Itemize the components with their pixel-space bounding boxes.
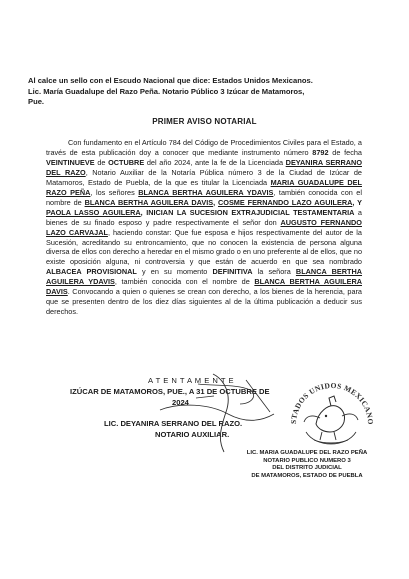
definitive-label: DEFINITIVA	[212, 267, 253, 277]
person-name: BLANCA BERTHA AGUILERA YDAVIS	[46, 267, 363, 287]
body-text: , Notario Auxiliar de la Notaría Pública número 3 de la Ciudad de Izúcar de Matamoros, Estado de Puebla, de la que es titular la Licenciada	[46, 167, 362, 187]
body-text: de	[94, 157, 109, 167]
seal-line-3: DEL DISTRITO JUDICIAL	[272, 465, 342, 472]
header-line-2: Lic. María Guadalupe del Razo Peña. Notario Público 3 Izúcar de Matamoros,	[28, 86, 305, 96]
notice-body	[46, 138, 362, 317]
separator: , Y	[352, 197, 362, 207]
titular-notary-name: MARIA GUADALUPE DEL RAZO PEÑA	[46, 177, 362, 197]
body-text: y en su momento	[136, 267, 213, 277]
person-name: PAOLA LASSO AGUILERA	[46, 207, 141, 217]
seal-description-header	[28, 76, 390, 108]
body-text: , también conocida con el nombre de	[46, 187, 362, 207]
body-text: de fecha	[328, 147, 362, 157]
auxiliary-notary-name: DEYANIRA SERRANO DEL RAZO	[46, 157, 362, 177]
seal-line-2: NOTARIO PUBLICO NUMERO 3	[263, 457, 351, 464]
procedure-type: INICIAN LA SUCESION EXTRAJUDICIAL TESTAMENTARIA	[146, 207, 355, 217]
document-title: PRIMER AVISO NOTARIAL	[152, 117, 257, 126]
body-text: del año 2024, ante la fe de la Licenciada	[144, 157, 286, 167]
deceased-name: AUGUSTO FERNANDO LAZO CARVAJAL	[46, 217, 362, 237]
seal-line-4: DE MATAMOROS, ESTADO DE PUEBLA	[251, 472, 363, 479]
place-and-date: IZÚCAR DE MATAMOROS, PUE., A 31 DE OCTUBRE DE	[70, 387, 270, 396]
separator: ,	[140, 207, 147, 217]
seal-line-1: LIC. MARIA GUADALUPE DEL RAZO PEÑA	[246, 450, 368, 456]
header-line-3: Pue.	[28, 97, 45, 107]
person-alias: BLANCA BERTHA AGUILERA DAVIS	[84, 197, 214, 207]
signer-role: NOTARIO AUXILIAR.	[155, 430, 230, 439]
signature-year: 2024	[172, 398, 189, 407]
person-name: BLANCA BERTHA AGUILERA YDAVIS	[138, 187, 274, 197]
instrument-date: VEINTINUEVE	[46, 157, 95, 167]
body-text: Con fundamento en el Artículo 784 del Código de Procedimientos Civiles para el Estado, a través de esta publicación doy a conocer que mediante instrumento número	[46, 138, 362, 157]
seal-ring-text: STADOS UNIDOS MEXICANO	[288, 380, 376, 426]
body-text: a bienes de su finado esposo y padre respectivamente el señor don	[46, 207, 362, 227]
instrument-number: 8792	[312, 147, 329, 157]
body-text: . Convocando a quien o quienes se crean con derecho, a los bienes de la herencia, para que se presenten dentro de los diez días siguientes al de la última publicación a deducir sus derechos.	[46, 287, 362, 317]
albacea-type: ALBACEA PROVISIONAL	[46, 267, 137, 277]
body-text: , los señores	[90, 187, 139, 197]
person-alias: BLANCA BERTHA AGUILERA DAVIS	[46, 277, 362, 297]
instrument-month: OCTUBRE	[108, 157, 145, 167]
body-text: , haciendo constar: Que fue esposa e hijos respectivamente del autor de la Sucesión, acreditando su entroncamiento, que no conocen la existencia de persona alguna diversa de ellos con derecho a heredar en el mismo grado o en uno preferente al de ellos, que no existe oposición alguna, ni controversia y que están de acuerdo en que sea nombrado	[46, 227, 362, 267]
header-line-1: Al calce un sello con el Escudo Nacional que dice: Estados Unidos Mexicanos.	[28, 76, 313, 85]
person-name: COSME FERNANDO LAZO AGUILERA	[218, 197, 353, 207]
body-text: la señora	[252, 267, 296, 277]
body-text: , también conocida con el nombre de	[114, 277, 255, 287]
seal-text	[218, 450, 396, 480]
closing-word: A T E N T A M E N T E	[148, 376, 235, 385]
signer-name: LIC. DEYANIRA SERRANO DEL RAZO.	[104, 419, 243, 428]
separator: ,	[213, 197, 218, 207]
